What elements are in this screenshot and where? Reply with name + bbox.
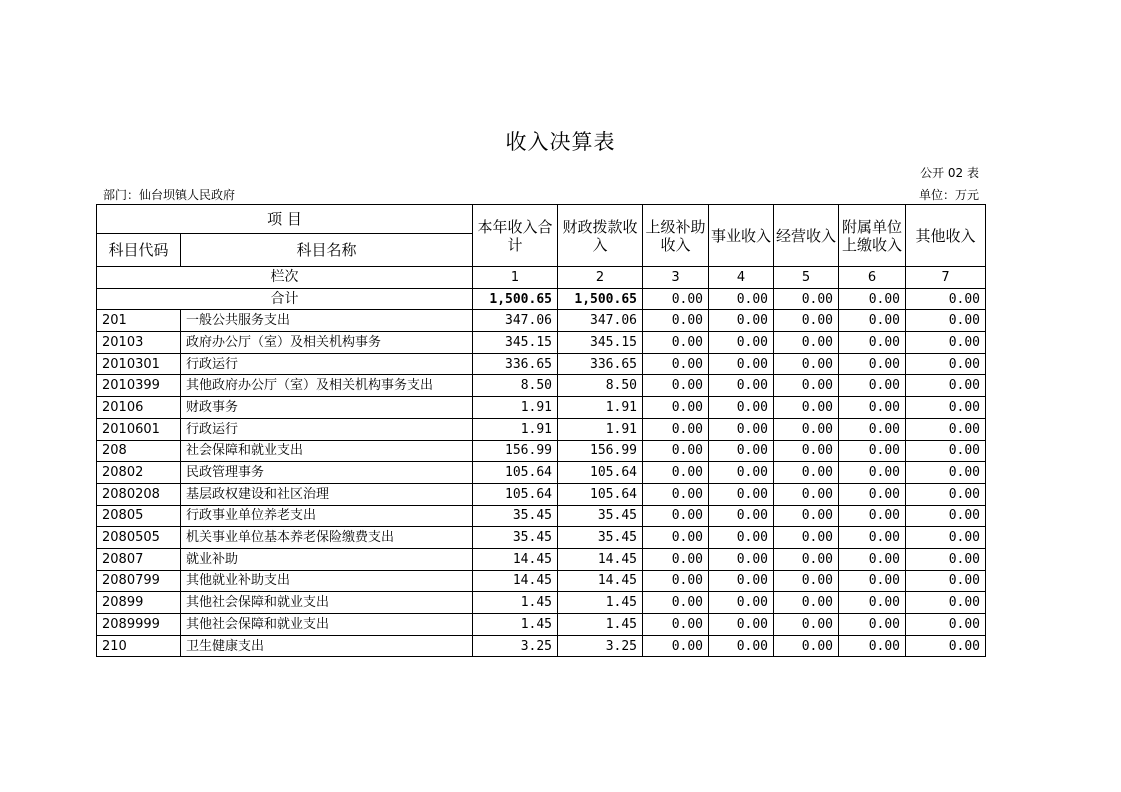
row-value: 0.00 [643,332,709,354]
row-value: 347.06 [473,310,558,332]
row-value: 0.00 [774,397,839,419]
row-value: 0.00 [709,614,774,636]
row-value: 1.45 [473,614,558,636]
row-value: 347.06 [558,310,643,332]
row-code: 2010399 [97,375,181,397]
row-value: 0.00 [774,462,839,484]
row-name: 就业补助 [181,548,473,570]
table-row [97,527,986,549]
row-value: 0.00 [643,353,709,375]
row-value: 0.00 [906,505,986,527]
total-value: 0.00 [839,288,906,310]
index-label: 栏次 [97,267,473,289]
row-value: 0.00 [774,353,839,375]
row-code: 2080799 [97,570,181,592]
table-row [97,310,986,332]
table-row [97,570,986,592]
row-value: 105.64 [473,483,558,505]
row-name: 民政管理事务 [181,462,473,484]
row-value: 0.00 [839,462,906,484]
row-name: 其他就业补助支出 [181,570,473,592]
header-code: 科目代码 [97,234,181,267]
row-name: 财政事务 [181,397,473,419]
table-row [97,614,986,636]
row-name: 基层政权建设和社区治理 [181,483,473,505]
row-value: 0.00 [839,418,906,440]
row-value: 0.00 [906,353,986,375]
row-value: 0.00 [839,592,906,614]
header-col-4: 事业收入 [709,205,774,267]
row-value: 0.00 [643,548,709,570]
row-value: 0.00 [709,440,774,462]
row-value: 0.00 [839,635,906,657]
row-code: 20103 [97,332,181,354]
row-code: 2010301 [97,353,181,375]
row-value: 14.45 [473,570,558,592]
row-code: 20807 [97,548,181,570]
row-value: 0.00 [839,310,906,332]
row-value: 0.00 [839,548,906,570]
row-value: 0.00 [839,483,906,505]
income-table [96,204,986,657]
row-value: 156.99 [473,440,558,462]
row-value: 0.00 [839,505,906,527]
total-row [97,288,986,310]
row-value: 0.00 [643,527,709,549]
index-num: 6 [839,267,906,289]
row-value: 0.00 [643,440,709,462]
row-value: 3.25 [473,635,558,657]
row-value: 0.00 [906,483,986,505]
row-name: 机关事业单位基本养老保险缴费支出 [181,527,473,549]
row-name: 行政运行 [181,418,473,440]
unit-label: 单位：万元 [918,188,979,202]
row-value: 8.50 [473,375,558,397]
table-row [97,440,986,462]
row-value: 0.00 [839,614,906,636]
table-row [97,505,986,527]
row-value: 0.00 [709,462,774,484]
row-value: 0.00 [709,570,774,592]
row-code: 2089999 [97,614,181,636]
row-value: 0.00 [906,635,986,657]
row-value: 0.00 [906,462,986,484]
row-code: 210 [97,635,181,657]
total-value: 1,500.65 [558,288,643,310]
row-value: 0.00 [709,418,774,440]
row-value: 14.45 [473,548,558,570]
index-num: 1 [473,267,558,289]
row-value: 0.00 [643,462,709,484]
row-value: 1.45 [558,614,643,636]
header-col-3: 上级补助收入 [643,205,709,267]
row-value: 0.00 [709,527,774,549]
row-value: 35.45 [558,527,643,549]
row-code: 20802 [97,462,181,484]
row-code: 20106 [97,397,181,419]
row-value: 0.00 [709,505,774,527]
row-value: 0.00 [774,614,839,636]
row-value: 0.00 [774,548,839,570]
table-row [97,462,986,484]
row-value: 1.91 [473,418,558,440]
table-row [97,483,986,505]
header-name: 科目名称 [181,234,473,267]
row-value: 0.00 [774,527,839,549]
header-col-7: 其他收入 [906,205,986,267]
row-value: 35.45 [558,505,643,527]
row-value: 0.00 [839,440,906,462]
row-value: 0.00 [643,505,709,527]
row-code: 20805 [97,505,181,527]
row-value: 0.00 [906,614,986,636]
row-value: 0.00 [643,418,709,440]
row-value: 0.00 [774,310,839,332]
row-value: 105.64 [558,462,643,484]
row-value: 345.15 [473,332,558,354]
row-value: 0.00 [643,592,709,614]
header-item: 项 目 [97,205,473,234]
row-code: 2010601 [97,418,181,440]
row-value: 0.00 [839,375,906,397]
row-value: 0.00 [709,548,774,570]
row-value: 0.00 [906,548,986,570]
row-value: 0.00 [839,397,906,419]
header-col-1: 本年收入合计 [473,205,558,267]
total-value: 0.00 [709,288,774,310]
total-value: 0.00 [643,288,709,310]
row-value: 35.45 [473,505,558,527]
row-value: 0.00 [643,570,709,592]
row-value: 35.45 [473,527,558,549]
row-value: 0.00 [839,570,906,592]
row-value: 0.00 [709,397,774,419]
row-value: 1.91 [558,418,643,440]
row-value: 0.00 [839,332,906,354]
index-num: 2 [558,267,643,289]
table-row [97,592,986,614]
row-code: 2080505 [97,527,181,549]
row-value: 14.45 [558,570,643,592]
row-value: 105.64 [473,462,558,484]
row-value: 0.00 [774,592,839,614]
row-value: 0.00 [906,332,986,354]
row-name: 其他社会保障和就业支出 [181,592,473,614]
table-row [97,375,986,397]
row-value: 0.00 [906,592,986,614]
row-value: 0.00 [709,375,774,397]
row-value: 0.00 [643,375,709,397]
row-value: 0.00 [709,635,774,657]
row-value: 0.00 [643,483,709,505]
total-value: 0.00 [774,288,839,310]
row-value: 345.15 [558,332,643,354]
row-value: 0.00 [709,483,774,505]
table-row [97,397,986,419]
row-name: 行政运行 [181,353,473,375]
row-value: 0.00 [774,418,839,440]
row-name: 卫生健康支出 [181,635,473,657]
row-value: 0.00 [906,440,986,462]
row-value: 0.00 [709,353,774,375]
table-row [97,353,986,375]
row-value: 0.00 [774,635,839,657]
row-value: 0.00 [906,397,986,419]
row-value: 105.64 [558,483,643,505]
row-value: 336.65 [473,353,558,375]
row-value: 0.00 [709,332,774,354]
department-label: 部门：仙台坝镇人民政府 [103,188,236,202]
index-num: 4 [709,267,774,289]
report-title: 收入决算表 [505,130,616,154]
table-row [97,635,986,657]
total-value: 1,500.65 [473,288,558,310]
row-name: 政府办公厅（室）及相关机构事务 [181,332,473,354]
header-row-top [97,205,986,234]
row-value: 0.00 [839,353,906,375]
row-value: 1.45 [558,592,643,614]
row-value: 8.50 [558,375,643,397]
row-code: 208 [97,440,181,462]
row-name: 一般公共服务支出 [181,310,473,332]
table-row [97,548,986,570]
index-num: 3 [643,267,709,289]
row-value: 0.00 [906,375,986,397]
total-label: 合计 [97,288,473,310]
row-value: 0.00 [643,397,709,419]
table-row [97,332,986,354]
index-row [97,267,986,289]
row-value: 1.91 [473,397,558,419]
row-value: 0.00 [774,505,839,527]
row-value: 0.00 [709,310,774,332]
header-col-2: 财政拨款收入 [558,205,643,267]
row-value: 0.00 [774,332,839,354]
row-value: 0.00 [839,527,906,549]
row-value: 0.00 [906,527,986,549]
header-col-6: 附属单位上缴收入 [839,205,906,267]
row-value: 0.00 [906,570,986,592]
row-value: 0.00 [643,614,709,636]
row-code: 20899 [97,592,181,614]
row-value: 156.99 [558,440,643,462]
row-value: 1.45 [473,592,558,614]
row-value: 0.00 [774,570,839,592]
row-code: 201 [97,310,181,332]
row-name: 其他社会保障和就业支出 [181,614,473,636]
row-value: 0.00 [709,592,774,614]
row-value: 14.45 [558,548,643,570]
index-num: 7 [906,267,986,289]
row-value: 0.00 [643,635,709,657]
row-name: 行政事业单位养老支出 [181,505,473,527]
row-value: 0.00 [643,310,709,332]
row-value: 0.00 [774,483,839,505]
row-name: 其他政府办公厅（室）及相关机构事务支出 [181,375,473,397]
row-value: 0.00 [774,440,839,462]
index-num: 5 [774,267,839,289]
row-code: 2080208 [97,483,181,505]
row-name: 社会保障和就业支出 [181,440,473,462]
row-value: 336.65 [558,353,643,375]
form-number: 公开 02 表 [920,166,979,180]
row-value: 3.25 [558,635,643,657]
row-value: 0.00 [774,375,839,397]
row-value: 0.00 [906,418,986,440]
table-row [97,418,986,440]
total-value: 0.00 [906,288,986,310]
row-value: 0.00 [906,310,986,332]
row-value: 1.91 [558,397,643,419]
header-col-5: 经营收入 [774,205,839,267]
